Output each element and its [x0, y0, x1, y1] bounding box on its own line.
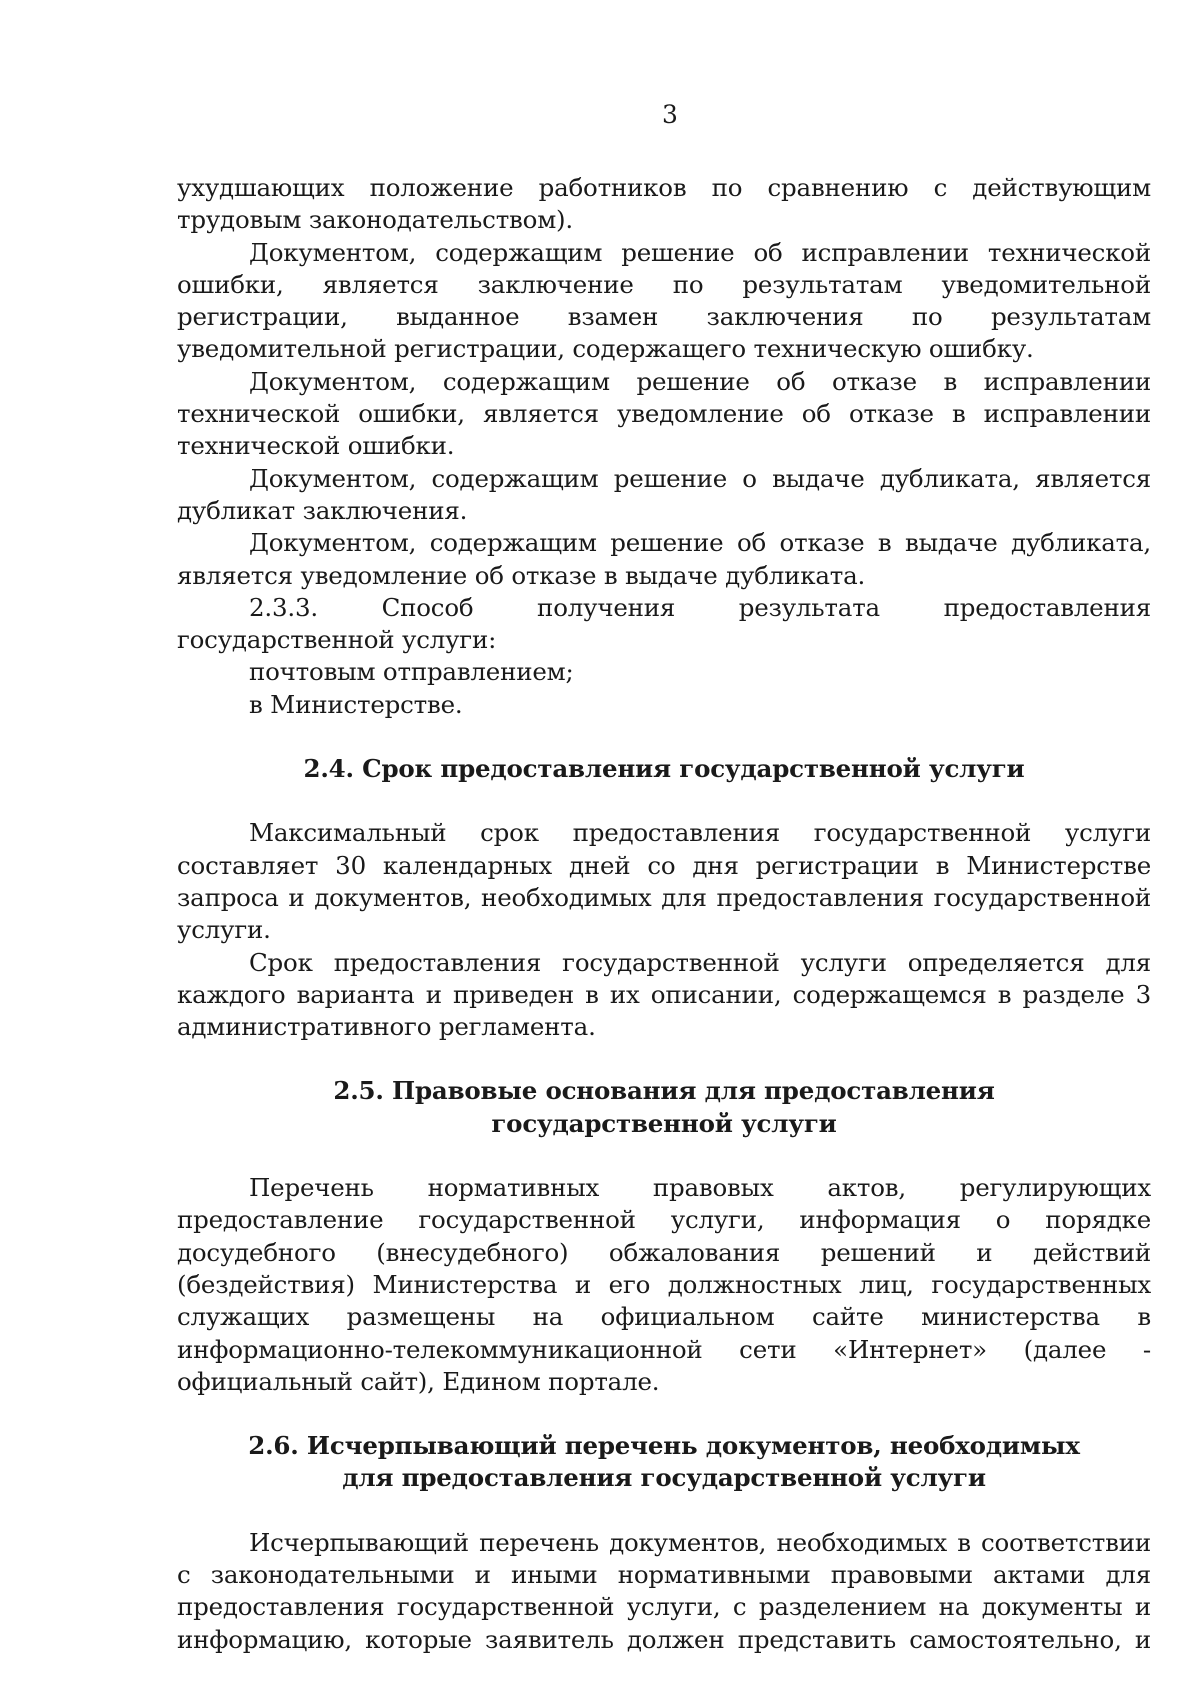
paragraph-continuation: ухудшающих положение работников по сравнению с действующим трудовым законодательством).	[177, 173, 1151, 235]
paragraph-term-variant: Срок предоставления государственной услуги определяется для каждого варианта и приведен в их описании, содержащемся в разделе 3 административного регламента.	[177, 947, 1151, 1042]
paragraph-max-term: Максимальный срок предоставления государственной услуги составляет 30 календарных дней со дня регистрации в Министерстве запроса и документов, необходимых для предоставления государственной услуги.	[177, 818, 1151, 945]
document-body	[177, 172, 1151, 1656]
list-item-postal: почтовым отправлением;	[249, 657, 574, 687]
paragraph-duplicate-refusal: Документом, содержащим решение об отказе в выдаче дубликата, является уведомление об отказе в выдаче дубликата.	[177, 528, 1151, 590]
section-heading-2-6: 2.6. Исчерпывающий перечень документов, необходимых для предоставления государственной услуги	[248, 1431, 1080, 1493]
paragraph-documents-list: Исчерпывающий перечень документов, необходимых в соответствии с законодательными и иными нормативными правовыми актами для предоставления государственной услуги, с разделением на документы и информацию, которые заявитель должен представить самостоятельно, и	[177, 1527, 1151, 1654]
paragraph-technical-error-decision: Документом, содержащим решение об исправлении технической ошибки, является заключение по результатам уведомительной регистрации, выданное взамен заключения по результатам уведомительной регистрации, содержащего техническую ошибку.	[177, 237, 1151, 364]
paragraph-duplicate-decision: Документом, содержащим решение о выдаче дубликата, является дубликат заключения.	[177, 463, 1151, 525]
section-heading-2-4: 2.4. Срок предоставления государственной услуги	[303, 754, 1025, 784]
section-heading-2-5: 2.5. Правовые основания для предоставления государственной услуги	[333, 1076, 995, 1138]
list-item-ministry: в Министерстве.	[249, 689, 463, 719]
page-number: 3	[662, 100, 678, 129]
paragraph-2-3-3: 2.3.3. Способ получения результата предоставления государственной услуги:	[177, 592, 1151, 655]
paragraph-legal-acts: Перечень нормативных правовых актов, регулирующих предоставление государственной услуги, информация о порядке досудебного (внесудебного) обжалования решений и действий (бездействия) Министерства и его должностных лиц, государственных служащих размещены на официальном сайте министерства в информационно-телекоммуникационной сети «Интернет» (далее - официальный сайт), Едином портале.	[177, 1173, 1151, 1396]
paragraph-technical-error-refusal: Документом, содержащим решение об отказе в исправлении технической ошибки, является уведомление об отказе в исправлении технической ошибки.	[177, 366, 1151, 461]
